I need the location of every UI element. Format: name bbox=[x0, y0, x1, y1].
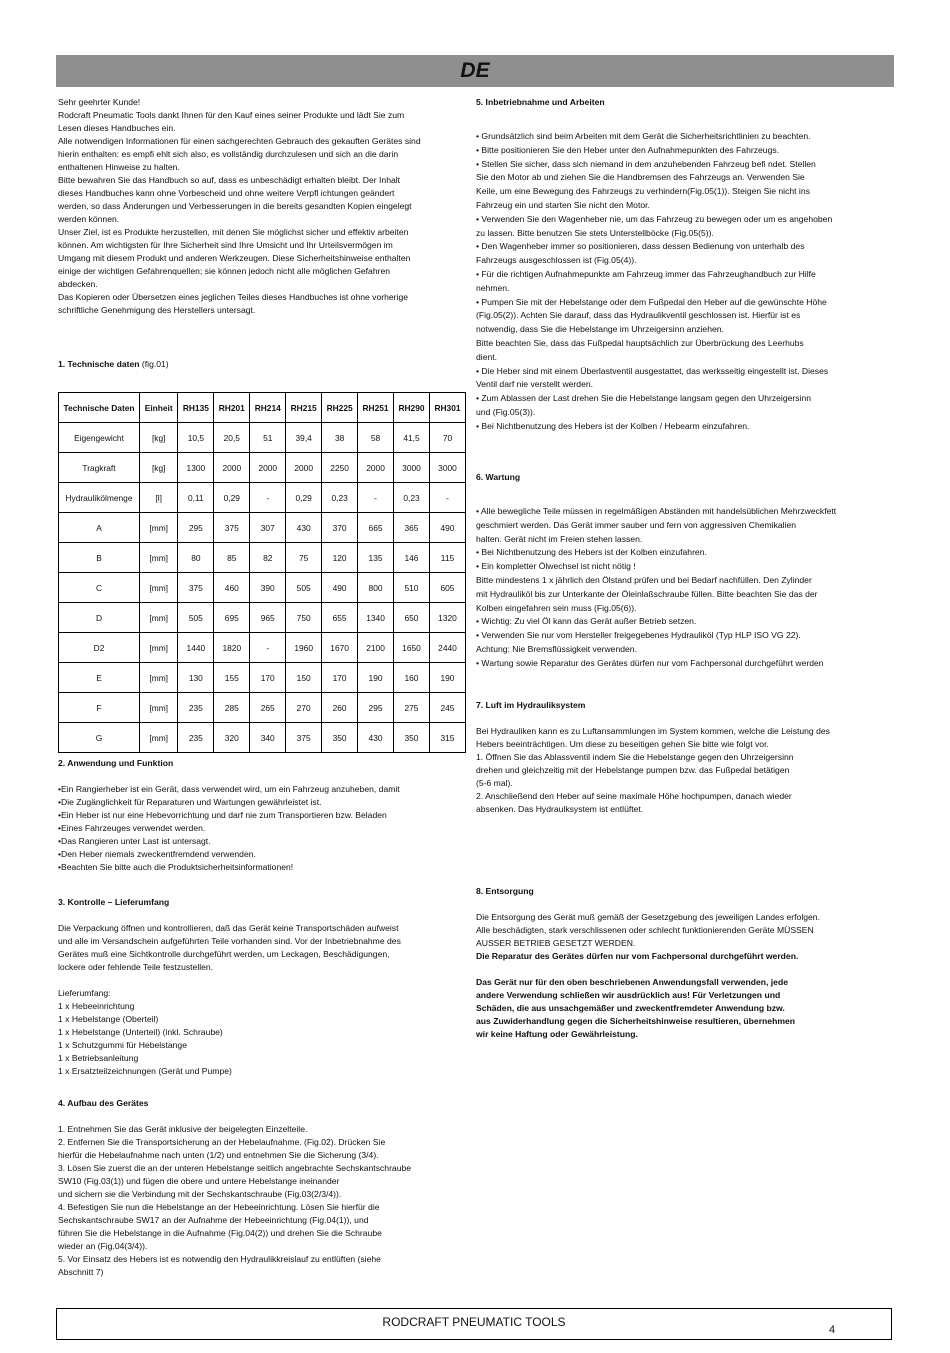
table-cell: F bbox=[59, 693, 140, 723]
scope-item: 1 x Hebelstange (Oberteil) bbox=[58, 1014, 159, 1024]
text-line: (5-6 mal). bbox=[476, 778, 513, 788]
table-cell: Tragkraft bbox=[59, 453, 140, 483]
table-header-cell: RH135 bbox=[178, 393, 214, 423]
text-line: •Eines Fahrzeuges verwendet werden. bbox=[58, 823, 206, 833]
table-cell: 1340 bbox=[358, 603, 394, 633]
table-cell: D2 bbox=[59, 633, 140, 663]
table-cell: 146 bbox=[394, 543, 430, 573]
table-cell: - bbox=[250, 483, 286, 513]
intro-line: dieses Handbuches kann ohne Vorbescheid und ohne weitere Verpfl ichtungen geändert bbox=[58, 188, 395, 198]
table-row bbox=[59, 543, 466, 573]
table-cell: 295 bbox=[178, 513, 214, 543]
table-cell: 605 bbox=[429, 573, 465, 603]
table-cell: 10,5 bbox=[178, 423, 214, 453]
text-line: • Wartung sowie Reparatur des Gerätes dürfen nur vom Fachpersonal durchgeführt werden bbox=[476, 657, 824, 668]
table-cell: 260 bbox=[322, 693, 358, 723]
section-8 bbox=[476, 885, 892, 1041]
intro-line: werden können. bbox=[58, 214, 120, 224]
intro-text bbox=[58, 96, 473, 317]
table-cell: 190 bbox=[429, 663, 465, 693]
table-cell: 275 bbox=[394, 693, 430, 723]
text-line: Gerätes muß eine Sichtkontrolle durchgeführt werden, um Leckagen, Beschädigungen, bbox=[58, 949, 390, 959]
text-line: • Bei Nichtbenutzung des Hebers ist der Kolben / Hebearm einzufahren. bbox=[476, 420, 750, 431]
table-cell: [mm] bbox=[140, 693, 178, 723]
text-line: Sechskantschraube SW17 an der Aufnahme der Hebeeinrichtung (Fig.04(1)), und bbox=[58, 1215, 369, 1225]
left-column bbox=[58, 96, 473, 317]
table-cell: 20,5 bbox=[214, 423, 250, 453]
intro-line: Alle notwendigen Informationen für einen sachgerechten Gebrauch des gekauften Gerätes sind bbox=[58, 136, 421, 146]
table-cell: 390 bbox=[250, 573, 286, 603]
footer-brand: RODCRAFT PNEUMATIC TOOLS bbox=[382, 1315, 566, 1329]
table-header-cell: Einheit bbox=[140, 393, 178, 423]
table-header-cell: RH215 bbox=[286, 393, 322, 423]
text-line: Ventil darf nie verstellt werden. bbox=[476, 379, 594, 390]
table-cell: D bbox=[59, 603, 140, 633]
text-line: nehmen. bbox=[476, 282, 510, 293]
table-header-cell: RH301 bbox=[429, 393, 465, 423]
table-cell: 0,29 bbox=[214, 483, 250, 513]
table-cell: C bbox=[59, 573, 140, 603]
section-2-text bbox=[58, 783, 473, 874]
text-line: mit Hydrauliköl bis zur Unterkante der Öleinlaßschraube füllen. Bitte beachten Sie das der bbox=[476, 588, 818, 599]
text-line: Bitte beachten Sie, dass das Fußpedal hauptsächlich zur Überbrückung des Leerhubs bbox=[476, 337, 804, 348]
intro-line: hierin enthalten: es empfi ehlt sich also, es vollständig durchzulesen und sich an die darin bbox=[58, 149, 399, 159]
language-header-bar bbox=[56, 55, 894, 87]
table-cell: 655 bbox=[322, 603, 358, 633]
table-header-cell: RH214 bbox=[250, 393, 286, 423]
text-line: • Stellen Sie sicher, dass sich niemand in dem anzuhebenden Fahrzeug befi ndet. Stellen bbox=[476, 158, 816, 169]
section-1-fig: (fig.01) bbox=[141, 359, 169, 369]
text-line: Bitte mindestens 1 x jährlich den Ölstand prüfen und bei Bedarf nachfüllen. Den Zylinder bbox=[476, 574, 812, 585]
table-cell: 245 bbox=[429, 693, 465, 723]
text-line: 1. Entnehmen Sie das Gerät inklusive der beigelegten Einzelteile. bbox=[58, 1124, 308, 1134]
table-cell: Hydraulikölmenge bbox=[59, 483, 140, 513]
text-line: Die Entsorgung des Gerät muß gemäß der Gesetzgebung des jeweiligen Landes erfolgen. bbox=[476, 912, 820, 922]
text-line: (Fig.05(2)). Achten Sie darauf, dass das Hydraulikventil geschlossen ist. Hierfür ist es bbox=[476, 310, 801, 321]
table-cell: 695 bbox=[214, 603, 250, 633]
table-cell: 115 bbox=[429, 543, 465, 573]
table-cell: Eigengewicht bbox=[59, 423, 140, 453]
table-cell: 307 bbox=[250, 513, 286, 543]
liability-notice bbox=[476, 976, 892, 1041]
text-line: Das Gerät nur für den oben beschriebenen Anwendungsfall verwenden, jede bbox=[476, 977, 788, 987]
table-header-cell: RH225 bbox=[322, 393, 358, 423]
table-row bbox=[59, 453, 466, 483]
text-line: Keile, um eine Bewegung des Fahrzeugs zu verhindern(Fig.05(1)). Steigen Sie nicht ins bbox=[476, 186, 810, 197]
text-line: • Verwenden Sie nur vom Hersteller freigegebenes Hydrauliköl (Typ HLP ISO VG 22). bbox=[476, 630, 801, 641]
table-cell: E bbox=[59, 663, 140, 693]
text-line: notwendig, dass Sie die Hebelstange im Uhrzeigersinn anziehen. bbox=[476, 324, 724, 335]
table-cell: 2100 bbox=[358, 633, 394, 663]
section-3 bbox=[58, 896, 473, 1078]
text-line: • Ein kompletter Ölwechsel ist nicht nötig ! bbox=[476, 561, 636, 572]
table-row bbox=[59, 603, 466, 633]
text-line: AUSSER BETRIEB GESETZT WERDEN. bbox=[476, 938, 636, 948]
intro-line: Unser Ziel, ist es Produkte herzustellen, mit denen Sie möglichst sicher und effektiv arbeiten bbox=[58, 227, 409, 237]
text-line: hierfür die Hebelaufnahme nach unten (1/2) und entnehmen Sie die Sicherung (3/4). bbox=[58, 1150, 379, 1160]
table-cell: B bbox=[59, 543, 140, 573]
section-3-title: 3. Kontrolle – Lieferumfang bbox=[58, 897, 170, 907]
table-cell: 170 bbox=[322, 663, 358, 693]
text-line: und (Fig.05(3)). bbox=[476, 406, 536, 417]
intro-line: einige der wichtigen Gefahrenquellen; sie können jedoch nicht alle möglichen Gefahren bbox=[58, 266, 391, 276]
table-cell: 75 bbox=[286, 543, 322, 573]
table-cell: 1440 bbox=[178, 633, 214, 663]
scope-title: Lieferumfang: bbox=[58, 988, 111, 998]
text-line: •Ein Rangierheber ist ein Gerät, dass verwendet wird, um ein Fahrzeug anzuheben, damit bbox=[58, 784, 400, 794]
text-line: aus Zuwiderhandlung gegen die Sicherheitshinweise resultieren, übernehmen bbox=[476, 1016, 795, 1026]
text-line: wieder an (Fig.04(3/4)). bbox=[58, 1241, 148, 1251]
table-cell: 265 bbox=[250, 693, 286, 723]
text-line: • Zum Ablassen der Last drehen Sie die Hebelstange langsam gegen den Uhrzeigersinn bbox=[476, 393, 812, 404]
intro-line: enthaltenen Hinweise zu halten. bbox=[58, 162, 180, 172]
table-cell: 85 bbox=[214, 543, 250, 573]
table-cell: 82 bbox=[250, 543, 286, 573]
text-line: 2. Entfernen Sie die Transportsicherung an der Hebelaufnahme. (Fig.02). Drücken Sie bbox=[58, 1137, 386, 1147]
table-cell: [mm] bbox=[140, 633, 178, 663]
table-cell: 665 bbox=[358, 513, 394, 543]
table-cell: - bbox=[429, 483, 465, 513]
table-row bbox=[59, 723, 466, 753]
table-cell: 190 bbox=[358, 663, 394, 693]
table-cell: 370 bbox=[322, 513, 358, 543]
table-cell: 2000 bbox=[358, 453, 394, 483]
section-4-text bbox=[58, 1123, 473, 1279]
table-cell: 38 bbox=[322, 423, 358, 453]
table-cell: 2000 bbox=[214, 453, 250, 483]
table-cell: 155 bbox=[214, 663, 250, 693]
text-line: •Die Zugänglichkeit für Reparaturen und Wartungen gewährleistet ist. bbox=[58, 797, 322, 807]
text-line: führen Sie die Hebelstange in die Aufnahme (Fig.04(2)) und drehen Sie die Schraube bbox=[58, 1228, 382, 1238]
table-cell: 1820 bbox=[214, 633, 250, 663]
text-line: 5. Vor Einsatz des Hebers ist es notwendig den Hydraulikkreislauf zu entlüften (siehe bbox=[58, 1254, 381, 1264]
table-cell: A bbox=[59, 513, 140, 543]
table-cell: 1960 bbox=[286, 633, 322, 663]
text-line: dient. bbox=[476, 351, 498, 362]
table-row bbox=[59, 483, 466, 513]
text-line: 1. Öffnen Sie das Ablassventil indem Sie die Hebelstange gegen den Uhrzeigersinn bbox=[476, 752, 794, 762]
text-line: Abschnitt 7) bbox=[58, 1267, 104, 1277]
text-line: SW10 (Fig.03(1)) und fügen die obere und untere Hebelstange ineinander bbox=[58, 1176, 340, 1186]
table-cell: 650 bbox=[394, 603, 430, 633]
text-line: geschmiert werden. Das Gerät immer sauber und fern von aggressiven Chemikalien bbox=[476, 519, 797, 530]
text-line: absenken. Das Hydraulksystem ist entlüftet. bbox=[476, 804, 644, 814]
table-cell: 965 bbox=[250, 603, 286, 633]
text-line: • Wichtig: Zu viel Öl kann das Gerät außer Betrieb setzen. bbox=[476, 616, 697, 627]
section-7 bbox=[476, 699, 892, 816]
table-cell: 0,29 bbox=[286, 483, 322, 513]
table-cell: [mm] bbox=[140, 663, 178, 693]
table-cell: 750 bbox=[286, 603, 322, 633]
table-cell: 2000 bbox=[286, 453, 322, 483]
text-line: • Den Wagenheber immer so positionieren, dass dessen Bedienung von unterhalb des bbox=[476, 241, 805, 252]
table-cell: [l] bbox=[140, 483, 178, 513]
text-line: lockere oder fehlende Teile festzustellen. bbox=[58, 962, 214, 972]
text-line: •Den Heber niemals zweckentfremdend verwenden. bbox=[58, 849, 256, 859]
table-cell: 340 bbox=[250, 723, 286, 753]
table-cell: 130 bbox=[178, 663, 214, 693]
intro-line: Bitte bewahren Sie das Handbuch so auf, dass es unbeschädigt erhalten bleibt. Der Inhalt bbox=[58, 175, 401, 185]
table-cell: 430 bbox=[358, 723, 394, 753]
table-row bbox=[59, 693, 466, 723]
table-cell: 3000 bbox=[394, 453, 430, 483]
section-1-title: 1. Technische daten bbox=[58, 359, 140, 369]
table-cell: 505 bbox=[286, 573, 322, 603]
text-line: •Ein Heber ist nur eine Hebevorrichtung und darf nie zum Transportieren bzw. Beladen bbox=[58, 810, 387, 820]
table-cell: 0,23 bbox=[322, 483, 358, 513]
scope-item: 1 x Betriebsanleitung bbox=[58, 1053, 139, 1063]
table-row bbox=[59, 423, 466, 453]
text-line: und sichern sie die Verbindung mit der Sechskantschraube (Fig.03(2/3/4)). bbox=[58, 1189, 342, 1199]
text-line: Die Verpackung öffnen und kontrollieren, daß das Gerät keine Transportschäden aufweist bbox=[58, 923, 399, 933]
intro-line: abdecken. bbox=[58, 279, 98, 289]
intro-line: werden, so dass Änderungen und Verbesserungen in die bereits gesandten Kopien eingelegt bbox=[58, 201, 412, 211]
scope-item: 1 x Hebelstange (Unterteil) (inkl. Schraube) bbox=[58, 1027, 223, 1037]
table-cell: 70 bbox=[429, 423, 465, 453]
intro-line: können. Am wichtigsten für Ihre Sicherheit sind Ihre Umsicht und Ihr Urteilsvermögen im bbox=[58, 240, 393, 250]
table-cell: 135 bbox=[358, 543, 394, 573]
text-line: 3. Lösen Sie zuerst die an der unteren Hebelstange seitlich angebrachte Sechskantschraube bbox=[58, 1163, 412, 1173]
text-line: Achtung: Nie Bremsflüssigkeit verwenden. bbox=[476, 643, 637, 654]
table-cell: 505 bbox=[178, 603, 214, 633]
text-line: Schäden, die aus unsachgemäßer und zweckentfremdeter Anwendung bzw. bbox=[476, 1003, 785, 1013]
intro-line: Umgang mit diesem Produkt und anderen Werkzeugen. Diese Sicherheitshinweise enthalten bbox=[58, 253, 411, 263]
section-1-heading bbox=[58, 358, 473, 371]
text-line: Bei Hydrauliken kann es zu Luftansammlungen im System kommen, welche die Leistung des bbox=[476, 726, 830, 736]
table-cell: 0,23 bbox=[394, 483, 430, 513]
table-cell: 375 bbox=[178, 573, 214, 603]
table-row bbox=[59, 573, 466, 603]
table-cell: 320 bbox=[214, 723, 250, 753]
section-7-title: 7. Luft im Hydrauliksystem bbox=[476, 700, 586, 710]
text-line: • Pumpen Sie mit der Hebelstange oder dem Fußpedal den Heber auf die gewünschte Höhe bbox=[476, 296, 827, 307]
table-cell: [mm] bbox=[140, 513, 178, 543]
table-cell: 1300 bbox=[178, 453, 214, 483]
footer-box bbox=[56, 1308, 892, 1340]
section-2 bbox=[58, 757, 473, 874]
table-cell: 120 bbox=[322, 543, 358, 573]
table-cell: 235 bbox=[178, 723, 214, 753]
intro-line: Sehr geehrter Kunde! bbox=[58, 97, 141, 107]
section-5-title: 5. Inbetriebnahme und Arbeiten bbox=[476, 97, 605, 107]
section-6 bbox=[476, 471, 892, 671]
text-line: und alle im Versandschein aufgeführten Teile vorhanden sind. Vor der Inbetriebnahme des bbox=[58, 936, 401, 946]
scope-item: 1 x Hebeeinrichtung bbox=[58, 1001, 135, 1011]
text-line: Sie den Motor ab und ziehen Sie die Handbremsen des Fahrzeugs an. Verwenden Sie bbox=[476, 172, 805, 183]
table-row bbox=[59, 513, 466, 543]
table-cell: 350 bbox=[394, 723, 430, 753]
text-line: • Bei Nichtbenutzung des Hebers ist der Kolben einzufahren. bbox=[476, 547, 707, 558]
intro-line: Rodcraft Pneumatic Tools dankt Ihnen für den Kauf eines seiner Produkte und lädt Sie zum bbox=[58, 110, 405, 120]
section-5-text bbox=[476, 130, 892, 434]
table-header-cell: RH290 bbox=[394, 393, 430, 423]
text-line: Kolben eingefahren sein muss (Fig.05(6)). bbox=[476, 602, 637, 613]
table-cell: [mm] bbox=[140, 723, 178, 753]
section-7-text bbox=[476, 725, 892, 816]
table-cell: 2250 bbox=[322, 453, 358, 483]
table-row bbox=[59, 633, 466, 663]
intro-line: Das Kopieren oder Übersetzen eines jeglichen Teiles dieses Handbuches ist ohne vorherige bbox=[58, 292, 409, 302]
table-cell: [mm] bbox=[140, 543, 178, 573]
table-cell: 3000 bbox=[429, 453, 465, 483]
section-2-title: 2. Anwendung und Funktion bbox=[58, 758, 174, 768]
text-line: Fahrzeug ein und starten Sie nicht den Motor. bbox=[476, 199, 650, 210]
table-cell: 1320 bbox=[429, 603, 465, 633]
language-code: DE bbox=[460, 59, 490, 82]
text-line: • Grundsätzlich sind beim Arbeiten mit dem Gerät die Sicherheitsrichtlinien zu beachten. bbox=[476, 131, 811, 141]
table-cell: 315 bbox=[429, 723, 465, 753]
table-cell: 295 bbox=[358, 693, 394, 723]
table-cell: 490 bbox=[322, 573, 358, 603]
text-line: andere Verwendung schließen wir ausdrücklich aus! Für Verletzungen und bbox=[476, 990, 781, 1000]
table-cell: 51 bbox=[250, 423, 286, 453]
text-line: 4. Befestigen Sie nun die Hebelstange an der Hebeeinrichtung. Lösen Sie hierfür die bbox=[58, 1202, 380, 1212]
text-line: Fahrzeugs ausgeschlossen ist (Fig.05(4)). bbox=[476, 255, 637, 266]
scope-item: 1 x Ersatzteilzeichnungen (Gerät und Pumpe) bbox=[58, 1066, 232, 1076]
intro-line: Lesen dieses Handbuches ein. bbox=[58, 123, 176, 133]
table-cell: 510 bbox=[394, 573, 430, 603]
table-cell: [mm] bbox=[140, 573, 178, 603]
table-cell: 460 bbox=[214, 573, 250, 603]
repair-notice: Die Reparatur des Gerätes dürfen nur vom Fachpersonal durchgeführt werden. bbox=[476, 951, 799, 961]
table-cell: 235 bbox=[178, 693, 214, 723]
table-cell: 2000 bbox=[250, 453, 286, 483]
text-line: • Alle bewegliche Teile müssen in regelmäßigen Abständen mit handelsüblichen Mehrzweckfett bbox=[476, 506, 837, 516]
text-line: 2. Anschließend den Heber auf seine maximale Höhe hochpumpen, danach wieder bbox=[476, 791, 792, 801]
table-cell: 375 bbox=[286, 723, 322, 753]
section-3-text bbox=[58, 922, 473, 974]
table-cell: [kg] bbox=[140, 453, 178, 483]
table-header-cell: Technische Daten bbox=[59, 393, 140, 423]
table-header-cell: RH251 bbox=[358, 393, 394, 423]
section-5 bbox=[476, 96, 892, 434]
table-cell: 160 bbox=[394, 663, 430, 693]
text-line: wir keine Haftung oder Gewährleistung. bbox=[476, 1029, 638, 1039]
text-line: drehen und gleichzeitig mit der Hebelstange pumpen bzw. das Fußpedal betätigen bbox=[476, 765, 790, 775]
table-cell: 170 bbox=[250, 663, 286, 693]
table-cell: 150 bbox=[286, 663, 322, 693]
table-cell: 350 bbox=[322, 723, 358, 753]
table-cell: 39,4 bbox=[286, 423, 322, 453]
table-cell: G bbox=[59, 723, 140, 753]
table-cell: 375 bbox=[214, 513, 250, 543]
table-cell: 285 bbox=[214, 693, 250, 723]
table-cell: 58 bbox=[358, 423, 394, 453]
section-6-text bbox=[476, 505, 892, 671]
table-cell: 2440 bbox=[429, 633, 465, 663]
text-line: • Verwenden Sie den Wagenheber nie, um das Fahrzeug zu bewegen oder um es angehoben bbox=[476, 213, 833, 224]
table-cell: - bbox=[250, 633, 286, 663]
table-cell: - bbox=[358, 483, 394, 513]
table-cell: [mm] bbox=[140, 603, 178, 633]
text-line: •Das Rangieren unter Last ist untersagt. bbox=[58, 836, 211, 846]
table-cell: 41,5 bbox=[394, 423, 430, 453]
table-cell: [kg] bbox=[140, 423, 178, 453]
text-line: • Für die richtigen Aufnahmepunkte am Fahrzeug immer das Fahrzeughandbuch zur Hilfe bbox=[476, 268, 816, 279]
section-8-text bbox=[476, 911, 892, 950]
text-line: •Beachten Sie bitte auch die Produktsicherheitsinformationen! bbox=[58, 862, 294, 872]
table-cell: 800 bbox=[358, 573, 394, 603]
table-cell: 365 bbox=[394, 513, 430, 543]
scope-item: 1 x Schutzgummi für Hebelstange bbox=[58, 1040, 187, 1050]
text-line: • Bitte positionieren Sie den Heber unter den Aufnahmepunkten des Fahrzeugs. bbox=[476, 144, 780, 155]
text-line: Hebers beeinträchtigen. Um diese zu beseitigen gehen Sie bitte wie folgt vor. bbox=[476, 739, 769, 749]
table-cell: 80 bbox=[178, 543, 214, 573]
text-line: zu lassen. Bitte benutzen Sie stets Unterstellböcke (Fig.05(5)). bbox=[476, 227, 714, 238]
text-line: Alle beschädigten, stark verschlissenen oder schlecht funktionierenden Geräte MÜSSEN bbox=[476, 925, 814, 935]
table-header-cell: RH201 bbox=[214, 393, 250, 423]
technical-data-table bbox=[58, 392, 466, 753]
table-cell: 1650 bbox=[394, 633, 430, 663]
table-cell: 270 bbox=[286, 693, 322, 723]
section-4-title: 4. Aufbau des Gerätes bbox=[58, 1098, 149, 1108]
text-line: halten. Gerät nicht im Freien stehen lassen. bbox=[476, 533, 643, 544]
scope-list bbox=[58, 1000, 473, 1078]
table-cell: 0,11 bbox=[178, 483, 214, 513]
page-number: 4 bbox=[829, 1324, 836, 1336]
section-6-title: 6. Wartung bbox=[476, 472, 521, 482]
table-cell: 430 bbox=[286, 513, 322, 543]
section-4 bbox=[58, 1097, 473, 1279]
table-cell: 1670 bbox=[322, 633, 358, 663]
table-body bbox=[59, 423, 466, 753]
table-cell: 490 bbox=[429, 513, 465, 543]
table-row bbox=[59, 663, 466, 693]
intro-line: schriftliche Genehmigung des Herstellers untersagt. bbox=[58, 305, 256, 315]
section-8-title: 8. Entsorgung bbox=[476, 886, 534, 896]
table-header-row bbox=[59, 393, 466, 423]
text-line: • Die Heber sind mit einem Überlastventil ausgestattet, das werksseitig eingestellt ist. Dieses bbox=[476, 365, 829, 376]
